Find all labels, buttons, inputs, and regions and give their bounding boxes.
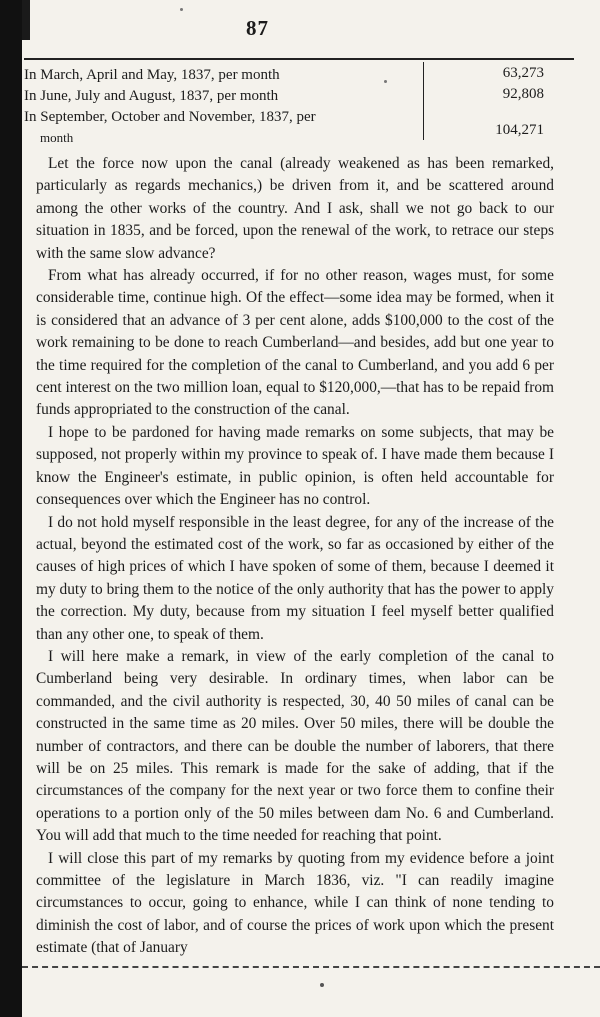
- body-text: [36, 153, 554, 960]
- table-row-label: In June, July and August, 1837, per month: [24, 88, 279, 104]
- scan-speck: [384, 80, 387, 83]
- paragraph: I hope to be pardoned for having made remarks on some subjects, that may be supposed, not properly within my province to speak of. I have made them because I know the Engineer's estimate, in public opinion, is often held accountable for consequences over which the Engineer has no control.: [36, 423, 554, 509]
- table-row-label: In September, October and November, 1837, per: [24, 109, 316, 125]
- table-row-label-continued: month: [40, 130, 74, 145]
- table-row-value: 92,808: [502, 86, 544, 102]
- table-top-rule: [24, 58, 574, 60]
- paragraph: From what has already occurred, if for no other reason, wages must, for some considerable time, continue high. Of the effect—some idea may be formed, when it is considered that an advance of 3 per cent alone, adds $100,000 to the cost of the work remaining to be done to reach Cumberland—and besides, add but one year to the time required for the completion of the canal to Cumberland, and you add 6 per cent interest on the two million loan, equal to $120,000,—that has to be repaid from funds appropriated to the construction of the canal.: [36, 267, 554, 419]
- scan-speck: [320, 983, 324, 987]
- paragraph: I will close this part of my remarks by quoting from my evidence before a joint committee of the legislature in March 1836, viz. "I can readily imagine circumstances to occur, going to enhance, while I can think of none tending to diminish the cost of labor, and of course the prices of work upon which the present estimate (that of January: [36, 849, 554, 957]
- paragraph: I will here make a remark, in view of the early completion of the canal to Cumberland being very desirable. In ordinary times, when labor can be commanded, and the civil authority is respected, 30, 40 50 miles of canal can be constructed in the same time as 20 miles. Over 50 miles, there will be double the number of contractors, and there can be double the number of laborers, that there will be on 25 miles. This remark is made for the sake of adding, that if the circumstances of the company for the next year or two force them to confine their operations to a portion only of the 50 miles between dam No. 6 and Cumberland. You will add that much to the time needed for reaching that point.: [36, 647, 554, 845]
- paragraph: Let the force now upon the canal (already weakened as has been remarked, particularly as regards mechanics,) be driven from it, and be scattered around among the other works of the country. And I ask, shall we not go back to our situation in 1835, and be forced, upon the renewal of the work, to retrace our steps with the same slow advance?: [36, 155, 554, 262]
- table-row-label: In March, April and May, 1837, per month: [24, 67, 280, 83]
- page-number: 87: [246, 16, 269, 40]
- table-column-rule: [423, 62, 424, 140]
- scan-binding-edge: [0, 0, 22, 1017]
- table-row-value: 104,271: [495, 122, 544, 138]
- page-bottom-rule: [22, 966, 600, 968]
- scan-speck: [180, 8, 183, 11]
- table-row-value: 63,273: [502, 65, 544, 81]
- paragraph: I do not hold myself responsible in the least degree, for any of the increase of the actual, beyond the estimated cost of the work, so far as occasioned by either of the causes of high prices of which I have spoken of some of them, because I deemed it my duty to bring them to the notice of the only authority that has the power to apply the correction. My duty, because from my situation I feel myself better qualified than any other one, to speak of them.: [36, 513, 554, 643]
